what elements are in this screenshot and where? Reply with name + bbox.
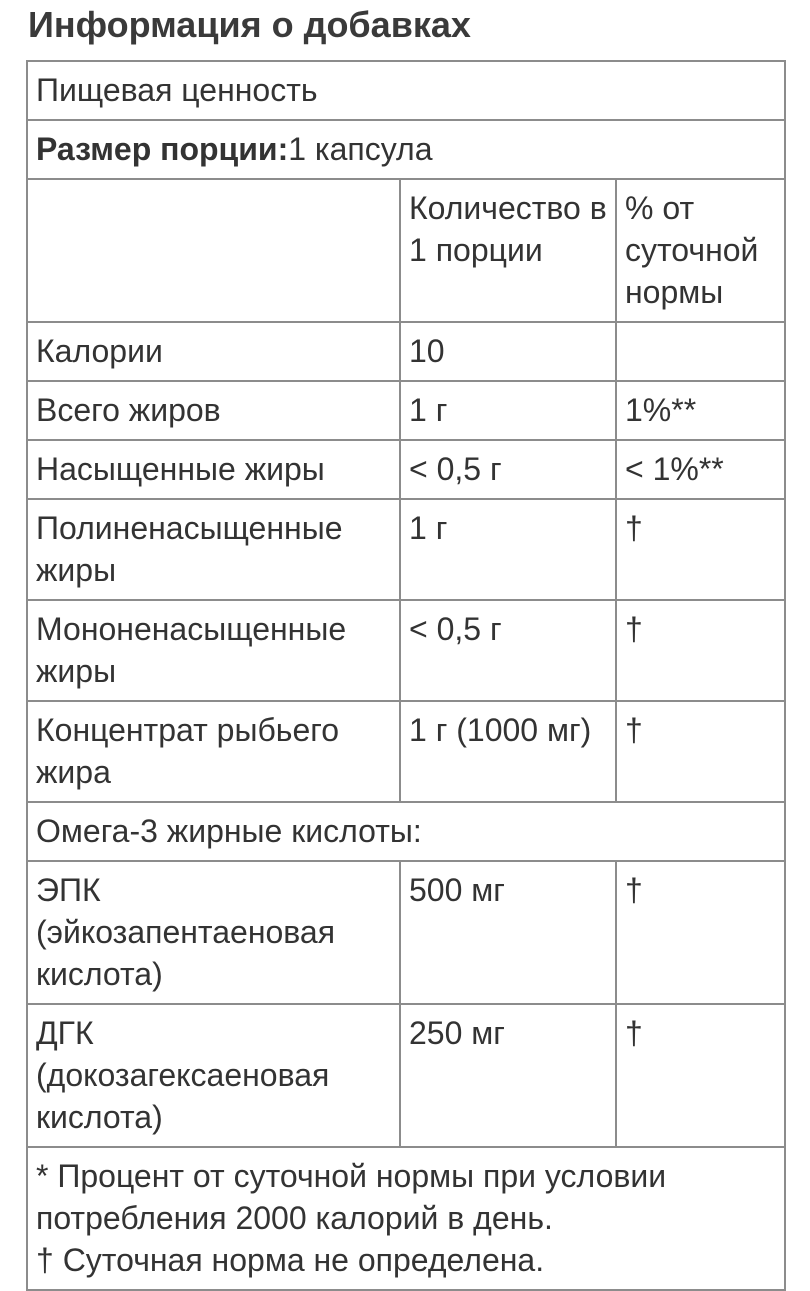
serving-size-row	[27, 120, 785, 179]
table-header-row	[27, 61, 785, 120]
nutrition-facts-table	[26, 60, 786, 1291]
column-header-empty	[27, 179, 400, 322]
column-header-row	[27, 179, 785, 322]
table-row	[27, 499, 785, 600]
footnote-cell	[27, 1147, 785, 1290]
footnote-row	[27, 1147, 785, 1290]
nutrient-dv: 1%**	[616, 381, 785, 440]
nutrient-amount: < 0,5 г	[400, 600, 616, 701]
table-row	[27, 322, 785, 381]
table-row	[27, 1004, 785, 1147]
serving-size-label: Размер порции:	[36, 131, 289, 167]
table-row	[27, 381, 785, 440]
nutrient-amount: 10	[400, 322, 616, 381]
nutrient-dv: †	[616, 499, 785, 600]
table-header-title: Пищевая ценность	[27, 61, 785, 120]
nutrient-name: Калории	[27, 322, 400, 381]
omega-header-row	[27, 802, 785, 861]
page-title: Информация о добавках	[28, 4, 471, 45]
serving-size-cell	[27, 120, 785, 179]
column-header-dv: % от суточной нормы	[616, 179, 785, 322]
table-row	[27, 701, 785, 802]
nutrient-name: Всего жиров	[27, 381, 400, 440]
nutrient-amount: 250 мг	[400, 1004, 616, 1147]
nutrient-dv	[616, 322, 785, 381]
nutrient-name: Полиненасыщенные жиры	[27, 499, 400, 600]
nutrient-dv: †	[616, 600, 785, 701]
nutrient-amount: 1 г	[400, 381, 616, 440]
footnote-not-established: † Суточная норма не определена.	[36, 1242, 545, 1278]
nutrient-dv: †	[616, 701, 785, 802]
omega-label: Омега-3 жирные кислоты:	[27, 802, 785, 861]
nutrient-amount: 1 г	[400, 499, 616, 600]
nutrient-name: Мононенасыщенные жиры	[27, 600, 400, 701]
nutrient-amount: < 0,5 г	[400, 440, 616, 499]
table-row	[27, 861, 785, 1004]
nutrient-dv: < 1%**	[616, 440, 785, 499]
column-header-amount: Количество в 1 порции	[400, 179, 616, 322]
footnote-daily-value: * Процент от суточной нормы при условии потребления 2000 калорий в день.	[36, 1158, 667, 1236]
serving-size-value: 1 капсула	[288, 131, 433, 167]
nutrient-name: ДГК (докозагексаеновая кислота)	[27, 1004, 400, 1147]
nutrient-amount: 500 мг	[400, 861, 616, 1004]
nutrient-amount: 1 г (1000 мг)	[400, 701, 616, 802]
table-row	[27, 440, 785, 499]
nutrient-name: Концентрат рыбьего жира	[27, 701, 400, 802]
nutrient-name: Насыщенные жиры	[27, 440, 400, 499]
nutrient-dv: †	[616, 1004, 785, 1147]
nutrient-dv: †	[616, 861, 785, 1004]
nutrient-name: ЭПК (эйкозапентаеновая кислота)	[27, 861, 400, 1004]
table-row	[27, 600, 785, 701]
